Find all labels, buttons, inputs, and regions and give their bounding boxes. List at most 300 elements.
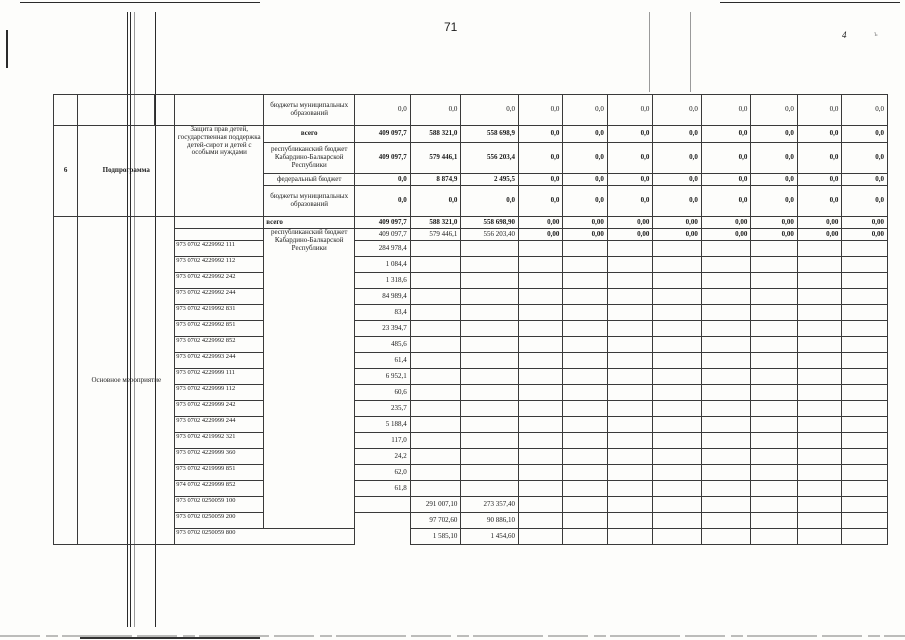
- cell: [701, 417, 751, 433]
- budget-type-cell: федеральный бюджет: [264, 174, 355, 186]
- value-cell: 2 495,5: [461, 174, 519, 186]
- cell: [842, 417, 888, 433]
- value-cell: 556 203,40: [461, 229, 519, 241]
- cell: [653, 417, 702, 433]
- value-cell: 0,0: [563, 174, 607, 186]
- value-cell: 0,00: [563, 229, 607, 241]
- cell: [797, 529, 841, 545]
- cell: [797, 497, 841, 513]
- code-cell: 973 0702 4229992 112: [175, 257, 264, 273]
- cell: [563, 257, 607, 273]
- value-cell: 0,0: [701, 95, 751, 126]
- cell: [842, 385, 888, 401]
- value-cell: [410, 273, 461, 289]
- cell: [563, 353, 607, 369]
- cell: [797, 513, 841, 529]
- cell: [518, 497, 562, 513]
- cell: [751, 289, 798, 305]
- cell: [607, 513, 652, 529]
- value-cell: 0,00: [701, 229, 751, 241]
- cell: [563, 337, 607, 353]
- cell: [842, 289, 888, 305]
- value-cell: 0,0: [563, 143, 607, 174]
- value-cell: 0,0: [563, 95, 607, 126]
- code-cell: 973 0702 4229999 112: [175, 385, 264, 401]
- cell: [54, 217, 78, 545]
- value-cell: 0,0: [797, 126, 841, 143]
- cell: [701, 401, 751, 417]
- value-cell: [461, 449, 519, 465]
- cell: [653, 529, 702, 545]
- value-cell: 0,0: [355, 174, 411, 186]
- cell: [563, 465, 607, 481]
- cell: [518, 353, 562, 369]
- cell: [701, 465, 751, 481]
- value-cell: 0,0: [751, 95, 798, 126]
- table-row: [54, 401, 888, 417]
- cell: [842, 433, 888, 449]
- table-row: [54, 289, 888, 305]
- value-cell: 0,0: [563, 186, 607, 217]
- value-cell: [461, 257, 519, 273]
- cell: [563, 241, 607, 257]
- value-cell: [410, 257, 461, 273]
- value-cell: 0,0: [355, 95, 411, 126]
- code-cell: 973 0702 4229999 244: [175, 417, 264, 433]
- value-cell: 0,0: [653, 95, 702, 126]
- value-cell: 0,0: [518, 126, 562, 143]
- value-cell: 0,0: [751, 143, 798, 174]
- cell: [653, 353, 702, 369]
- value-cell: [461, 273, 519, 289]
- cell: [653, 321, 702, 337]
- cell: [518, 433, 562, 449]
- value-cell: 558 698,90: [461, 217, 519, 229]
- code-cell: [175, 229, 264, 241]
- code-cell: 973 0702 4229992 852: [175, 337, 264, 353]
- scan-bottom-edge: [0, 632, 905, 640]
- value-cell: 0,0: [842, 126, 888, 143]
- value-cell: 0,00: [751, 217, 798, 229]
- value-cell: 0,0: [701, 143, 751, 174]
- cell: [842, 273, 888, 289]
- cell: [518, 417, 562, 433]
- value-cell: 1 318,6: [355, 273, 411, 289]
- cell: [518, 337, 562, 353]
- value-cell: 1 585,10: [410, 529, 461, 545]
- value-cell: 61,8: [355, 481, 411, 497]
- cell: [701, 529, 751, 545]
- value-cell: 588 321,0: [410, 217, 461, 229]
- cell: [751, 353, 798, 369]
- cell: [797, 433, 841, 449]
- value-cell: [461, 465, 519, 481]
- cell: [563, 481, 607, 497]
- code-cell: 974 0702 4229999 852: [175, 481, 264, 497]
- cell: [797, 481, 841, 497]
- cell: [563, 289, 607, 305]
- cell: [563, 513, 607, 529]
- table-row: [54, 529, 888, 545]
- cell: [751, 321, 798, 337]
- cell: [751, 465, 798, 481]
- cell: [155, 95, 175, 126]
- value-cell: 0,0: [607, 126, 652, 143]
- value-cell: 0,0: [410, 95, 461, 126]
- value-cell: 409 097,7: [355, 143, 411, 174]
- cell: [842, 337, 888, 353]
- cell: [607, 321, 652, 337]
- cell: [751, 337, 798, 353]
- cell: [653, 369, 702, 385]
- value-cell: 97 702,60: [410, 513, 461, 529]
- value-cell: 5 188,4: [355, 417, 411, 433]
- value-cell: 409 097,7: [355, 217, 411, 229]
- value-cell: 0,0: [842, 174, 888, 186]
- cell: [653, 273, 702, 289]
- value-cell: 62,0: [355, 465, 411, 481]
- table-row: [54, 273, 888, 289]
- value-cell: [461, 417, 519, 433]
- value-cell: 60,6: [355, 385, 411, 401]
- cell: [797, 273, 841, 289]
- table-row: [54, 229, 888, 241]
- cell: [842, 353, 888, 369]
- cell: [653, 337, 702, 353]
- value-cell: [410, 353, 461, 369]
- cell: [607, 369, 652, 385]
- value-cell: [410, 401, 461, 417]
- cell: [518, 241, 562, 257]
- value-cell: 8 874,9: [410, 174, 461, 186]
- code-cell: 973 0702 0250059 200: [175, 513, 264, 529]
- cell: [701, 353, 751, 369]
- cell: [751, 257, 798, 273]
- code-cell: 973 0702 4229993 244: [175, 353, 264, 369]
- cell: [797, 465, 841, 481]
- subprogram-name: Защита прав детей, государственная поддержка детей-сирот и детей с особыми нуждами: [175, 126, 264, 217]
- value-cell: [410, 449, 461, 465]
- value-cell: 24,2: [355, 449, 411, 465]
- cell: [751, 417, 798, 433]
- cell: [607, 385, 652, 401]
- code-cell: 973 0702 4229999 242: [175, 401, 264, 417]
- value-cell: 579 446,1: [410, 143, 461, 174]
- value-cell: 284 978,4: [355, 241, 411, 257]
- cell: [653, 241, 702, 257]
- value-cell: 235,7: [355, 401, 411, 417]
- cell: [607, 305, 652, 321]
- value-cell: [461, 337, 519, 353]
- value-cell: 0,0: [701, 174, 751, 186]
- cell: [518, 321, 562, 337]
- cell: [653, 433, 702, 449]
- value-cell: 0,00: [653, 229, 702, 241]
- budget-type-cell: бюджеты муниципальных образований: [264, 95, 355, 126]
- value-cell: [410, 417, 461, 433]
- table-row: [54, 385, 888, 401]
- cell: [54, 95, 78, 126]
- value-cell: 0,0: [461, 186, 519, 217]
- cell: [653, 305, 702, 321]
- value-cell: [410, 305, 461, 321]
- value-cell: 0,0: [410, 186, 461, 217]
- value-cell: 0,00: [751, 229, 798, 241]
- cell: [607, 449, 652, 465]
- value-cell: [461, 385, 519, 401]
- value-cell: [410, 433, 461, 449]
- table-row: [54, 481, 888, 497]
- cell: [751, 433, 798, 449]
- scan-edge-top: [20, 2, 260, 3]
- value-cell: 0,00: [607, 229, 652, 241]
- value-cell: 0,0: [797, 143, 841, 174]
- cell: [701, 497, 751, 513]
- value-cell: [461, 433, 519, 449]
- cell: [607, 289, 652, 305]
- table-row: [54, 433, 888, 449]
- scan-line-right: [649, 12, 650, 92]
- cell: [751, 273, 798, 289]
- value-cell: 0,0: [355, 186, 411, 217]
- value-cell: [410, 337, 461, 353]
- value-cell: [355, 497, 411, 513]
- cell: [653, 401, 702, 417]
- value-cell: [461, 321, 519, 337]
- cell: [842, 449, 888, 465]
- table-row: [54, 497, 888, 513]
- row-type: Подпрограмма: [78, 126, 175, 217]
- table-row: [54, 369, 888, 385]
- value-cell: 1 084,4: [355, 257, 411, 273]
- cell: [842, 481, 888, 497]
- value-cell: 0,0: [842, 186, 888, 217]
- cell: [518, 481, 562, 497]
- cell: [842, 369, 888, 385]
- value-cell: 1 454,60: [461, 529, 519, 545]
- corner-mark-secondary: ъ: [874, 30, 878, 38]
- cell: [797, 305, 841, 321]
- cell: [751, 385, 798, 401]
- row-type: Основное мероприятие: [78, 217, 175, 545]
- value-cell: [461, 401, 519, 417]
- cell: [563, 369, 607, 385]
- cell: [701, 337, 751, 353]
- value-cell: [461, 241, 519, 257]
- value-cell: 90 886,10: [461, 513, 519, 529]
- value-cell: 291 007,10: [410, 497, 461, 513]
- budget-type-cell: бюджеты муниципальных образований: [264, 186, 355, 217]
- cell: [518, 449, 562, 465]
- value-cell: 84 989,4: [355, 289, 411, 305]
- value-cell: 0,0: [797, 186, 841, 217]
- cell: [842, 257, 888, 273]
- cell: [842, 529, 888, 545]
- cell: [653, 385, 702, 401]
- value-cell: 556 203,4: [461, 143, 519, 174]
- scan-left-mark: [6, 30, 8, 68]
- code-cell: 973 0702 4219992 831: [175, 305, 264, 321]
- cell: [797, 337, 841, 353]
- value-cell: 0,0: [518, 143, 562, 174]
- cell: [701, 257, 751, 273]
- value-cell: 0,0: [607, 95, 652, 126]
- scan-line-right2: [690, 12, 691, 92]
- value-cell: 409 097,7: [355, 126, 411, 143]
- cell: [607, 481, 652, 497]
- cell: [518, 513, 562, 529]
- value-cell: 0,0: [607, 174, 652, 186]
- value-cell: 0,00: [842, 229, 888, 241]
- cell: [607, 465, 652, 481]
- table-row: [54, 126, 888, 143]
- cell: [607, 529, 652, 545]
- code-cell: 973 0702 0250059 100: [175, 497, 264, 513]
- cell: [701, 321, 751, 337]
- cell: [518, 273, 562, 289]
- cell: [518, 385, 562, 401]
- code-cell: 973 0702 4219992 321: [175, 433, 264, 449]
- value-cell: 0,00: [518, 229, 562, 241]
- cell: [842, 513, 888, 529]
- code-cell: 973 0702 4229992 244: [175, 289, 264, 305]
- budget-type-cell: республиканский бюджет Кабардино-Балкарской Республики: [264, 143, 355, 174]
- value-cell: 0,0: [653, 186, 702, 217]
- value-cell: 0,0: [653, 126, 702, 143]
- cell: [518, 529, 562, 545]
- value-cell: 0,0: [653, 143, 702, 174]
- value-cell: 0,00: [842, 217, 888, 229]
- value-cell: [410, 369, 461, 385]
- cell: [518, 257, 562, 273]
- cell: [797, 289, 841, 305]
- table-row: [54, 513, 888, 529]
- cell: [797, 241, 841, 257]
- cell: [701, 369, 751, 385]
- value-cell: 0,0: [518, 174, 562, 186]
- table-row: [54, 217, 888, 229]
- cell: [797, 257, 841, 273]
- value-cell: 409 097,7: [355, 229, 411, 241]
- cell: [607, 401, 652, 417]
- cell: [607, 497, 652, 513]
- table-row: [54, 305, 888, 321]
- value-cell: 83,4: [355, 305, 411, 321]
- cell: [653, 449, 702, 465]
- code-cell: [175, 217, 264, 229]
- cell: [842, 305, 888, 321]
- value-cell: 0,0: [518, 186, 562, 217]
- cell: [751, 241, 798, 257]
- scan-edge-top-right: [720, 2, 900, 3]
- value-cell: 0,0: [607, 143, 652, 174]
- cell: [751, 401, 798, 417]
- cell: [797, 353, 841, 369]
- value-cell: 273 357,40: [461, 497, 519, 513]
- cell: [842, 465, 888, 481]
- cell: [653, 257, 702, 273]
- cell: [607, 257, 652, 273]
- value-cell: 0,00: [563, 217, 607, 229]
- value-cell: 0,0: [797, 95, 841, 126]
- value-cell: 0,0: [563, 126, 607, 143]
- cell: [701, 513, 751, 529]
- value-cell: 61,4: [355, 353, 411, 369]
- value-cell: [410, 481, 461, 497]
- table-row: [54, 241, 888, 257]
- cell: [563, 321, 607, 337]
- cell: [518, 465, 562, 481]
- budget-type-cell: всего: [264, 217, 355, 229]
- budget-type-cell: всего: [264, 126, 355, 143]
- value-cell: 0,00: [701, 217, 751, 229]
- value-cell: 0,0: [518, 95, 562, 126]
- cell: [797, 321, 841, 337]
- value-cell: 0,00: [653, 217, 702, 229]
- cell: [751, 529, 798, 545]
- cell: [797, 449, 841, 465]
- value-cell: 0,00: [797, 229, 841, 241]
- cell: [653, 289, 702, 305]
- value-cell: 117,0: [355, 433, 411, 449]
- code-cell: 973 0702 0250059 800: [175, 529, 355, 545]
- cell: [751, 369, 798, 385]
- cell: [797, 385, 841, 401]
- table-row: [54, 353, 888, 369]
- cell: [355, 513, 411, 529]
- table-row: [54, 337, 888, 353]
- value-cell: [461, 289, 519, 305]
- value-cell: [461, 305, 519, 321]
- table-row: [54, 465, 888, 481]
- corner-mark: 4: [842, 30, 847, 40]
- cell: [563, 385, 607, 401]
- cell: [518, 289, 562, 305]
- value-cell: 0,0: [607, 186, 652, 217]
- cell: [607, 353, 652, 369]
- cell: [563, 433, 607, 449]
- page-number: 71: [444, 20, 458, 34]
- cell: [701, 385, 751, 401]
- code-cell: 973 0702 4229992 851: [175, 321, 264, 337]
- cell: [563, 449, 607, 465]
- cell: [518, 369, 562, 385]
- cell: [518, 305, 562, 321]
- cell: [701, 305, 751, 321]
- value-cell: 485,6: [355, 337, 411, 353]
- value-cell: 0,0: [842, 95, 888, 126]
- cell: [797, 369, 841, 385]
- cell: [701, 273, 751, 289]
- value-cell: 558 698,9: [461, 126, 519, 143]
- value-cell: [461, 481, 519, 497]
- cell: [563, 305, 607, 321]
- cell: [653, 513, 702, 529]
- value-cell: [410, 321, 461, 337]
- value-cell: 0,00: [797, 217, 841, 229]
- cell: [653, 481, 702, 497]
- cell: [653, 465, 702, 481]
- value-cell: 0,0: [751, 174, 798, 186]
- cell: [751, 497, 798, 513]
- cell: [797, 401, 841, 417]
- table-row: [54, 449, 888, 465]
- code-cell: 973 0702 4229999 111: [175, 369, 264, 385]
- value-cell: 0,0: [461, 95, 519, 126]
- cell: [607, 433, 652, 449]
- value-cell: 0,00: [607, 217, 652, 229]
- cell: [563, 497, 607, 513]
